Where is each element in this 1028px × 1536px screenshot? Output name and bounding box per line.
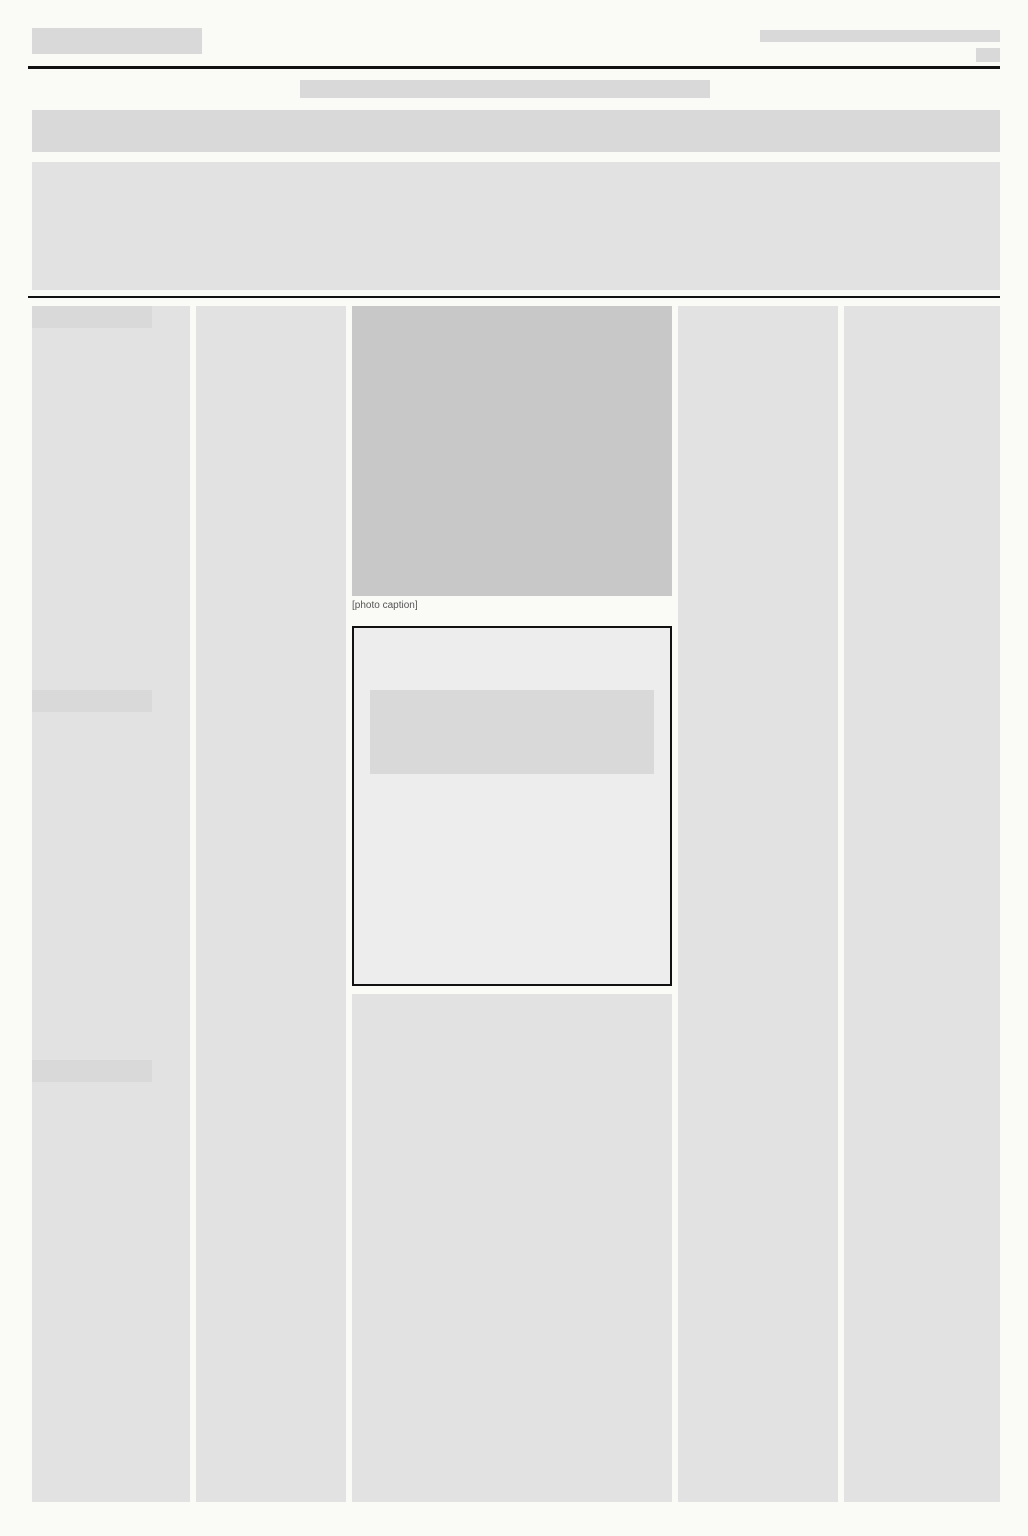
kicker <box>300 80 710 98</box>
far-right-text <box>844 306 1000 1502</box>
inset-box <box>352 626 672 986</box>
brief-heading <box>32 690 152 712</box>
photo-caption: [photo caption] <box>352 600 418 611</box>
page-header-number <box>976 48 1000 62</box>
lower-text <box>352 994 672 1502</box>
brief-heading <box>32 306 152 328</box>
section-rule <box>28 296 1000 298</box>
photo <box>352 306 672 596</box>
page-header-label <box>32 28 202 54</box>
left-column-text <box>32 306 190 1502</box>
inset-headline <box>370 690 654 774</box>
mid-column-text <box>196 306 346 1502</box>
lead-story-text <box>32 162 1000 290</box>
brief-heading <box>32 1060 152 1082</box>
page-header-dateline <box>760 30 1000 42</box>
right-text <box>678 306 838 1502</box>
headline <box>32 110 1000 152</box>
page-rule <box>28 66 1000 69</box>
